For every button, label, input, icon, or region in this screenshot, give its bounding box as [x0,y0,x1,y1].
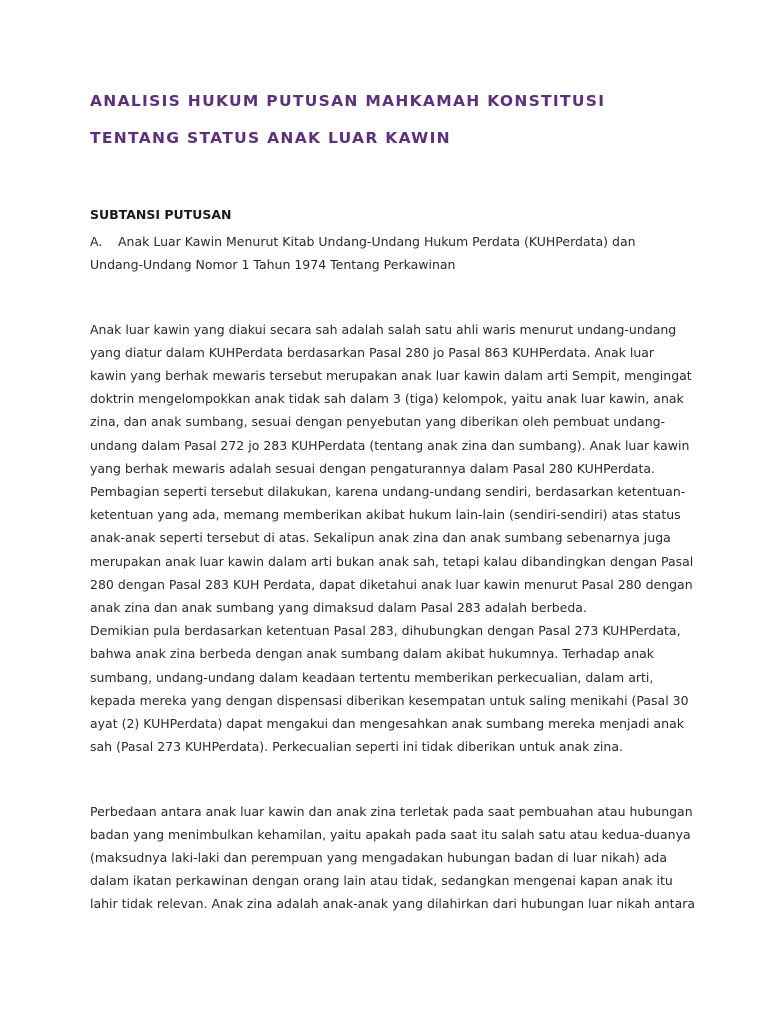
paragraph-1-line: sumbang, undang-undang dalam keadaan tertentu memberikan perkecualian, dalam arti, [90,669,654,685]
paragraph-2-line: lahir tidak relevan. Anak zina adalah anak-anak yang dilahirkan dari hubungan luar nikah antara [90,896,696,912]
paragraph-1-line: anak zina dan anak sumbang yang dimaksud dalam Pasal 283 adalah berbeda. [90,600,587,616]
paragraph-1-line: ketentuan yang ada, memang memberikan akibat hukum lain-lain (sendiri-sendiri) atas status [90,507,681,523]
paragraph-gap [90,782,690,800]
paragraph-gap [90,758,690,781]
document-body [90,230,696,916]
paragraph-1-line: zina, dan anak sumbang, sesuai dengan penyebutan yang diberikan oleh pembuat undang- [90,414,666,430]
paragraph-1-line: Pembagian seperti tersebut dilakukan, karena undang-undang sendiri, berdasarkan ketentuan- [90,484,686,500]
paragraph-2-line: (maksudnya laki-laki dan perempuan yang mengadakan hubungan badan di luar nikah) ada [90,850,667,866]
paragraph-gap [90,300,690,318]
paragraph-1-line: kawin yang berhak mewaris tersebut merupakan anak luar kawin dalam arti Sempit, mengingat [90,368,692,383]
item-a-line-2: Undang-Undang Nomor 1 Tahun 1974 Tentang Perkawinan [90,257,456,273]
document-title-line-1: ANALISIS HUKUM PUTUSAN MAHKAMAH KONSTITUSI [90,92,606,110]
paragraph-2-line: badan yang menimbulkan kehamilan, yaitu apakah pada saat itu salah satu atau kedua-duanya [90,826,691,842]
paragraph-1-line: 280 dengan Pasal 283 KUH Perdata, dapat diketahui anak luar kawin menurut Pasal 280 dengan [90,576,693,592]
paragraph-1-line: undang dalam Pasal 272 jo 283 KUHPerdata (tentang anak zina dan sumbang). Anak luar kawin [90,437,690,453]
item-a-line-1 [90,230,690,253]
paragraph-1-line: Anak luar kawin yang diakui secara sah adalah salah satu ahli waris menurut undang-undang [90,321,677,337]
paragraph-2-line: Perbedaan antara anak luar kawin dan anak zina terletak pada saat pembuahan atau hubungan [90,803,693,819]
paragraph-1-line: yang diatur dalam KUHPerdata berdasarkan Pasal 280 jo Pasal 863 KUHPerdata. Anak luar [90,344,655,360]
paragraph-1-line: ayat (2) KUHPerdata) dapat mengakui dan mengesahkan anak sumbang mereka menjadi anak [90,716,684,732]
item-a-text-1: Anak Luar Kawin Menurut Kitab Undang-Undang Hukum Perdata (KUHPerdata) dan [118,234,636,249]
paragraph-1-line: merupakan anak luar kawin dalam arti bukan anak sah, tetapi kalau dibandingkan dengan Pasal [90,553,694,569]
paragraph-2 [90,800,696,916]
paragraph-1-line: Demikian pula berdasarkan ketentuan Pasal 283, dihubungkan dengan Pasal 273 KUHPerdata, [90,623,681,639]
document-title-line-2: TENTANG STATUS ANAK LUAR KAWIN [90,129,451,147]
paragraph-1 [90,318,694,759]
paragraph-gap [90,276,690,299]
paragraph-1-line: yang berhak mewaris adalah sesuai dengan pengaturannya dalam Pasal 280 KUHPerdata. [90,460,655,476]
paragraph-2-line: dalam ikatan perkawinan dengan orang lain atau tidak, sedangkan mengenai kapan anak itu [90,873,673,889]
section-heading: SUBTANSI PUTUSAN [90,207,232,222]
paragraph-1-line: bahwa anak zina berbeda dengan anak sumbang dalam akibat hukumnya. Terhadap anak [90,646,655,662]
paragraph-1-line: anak-anak seperti tersebut di atas. Sekalipun anak zina dan anak sumbang sebenarnya juga [90,530,671,546]
paragraph-1-line: kepada mereka yang dengan dispensasi diberikan kesempatan untuk saling menikahi (Pasal 30 [90,692,689,708]
paragraph-1-line: doktrin mengelompokkan anak tidak sah dalam 3 (tiga) kelompok, yaitu anak luar kawin, anak [90,391,684,407]
paragraph-1-line: sah (Pasal 273 KUHPerdata). Perkecualian seperti ini tidak diberikan untuk anak zina. [90,739,623,755]
item-a-number: A. [90,234,103,249]
